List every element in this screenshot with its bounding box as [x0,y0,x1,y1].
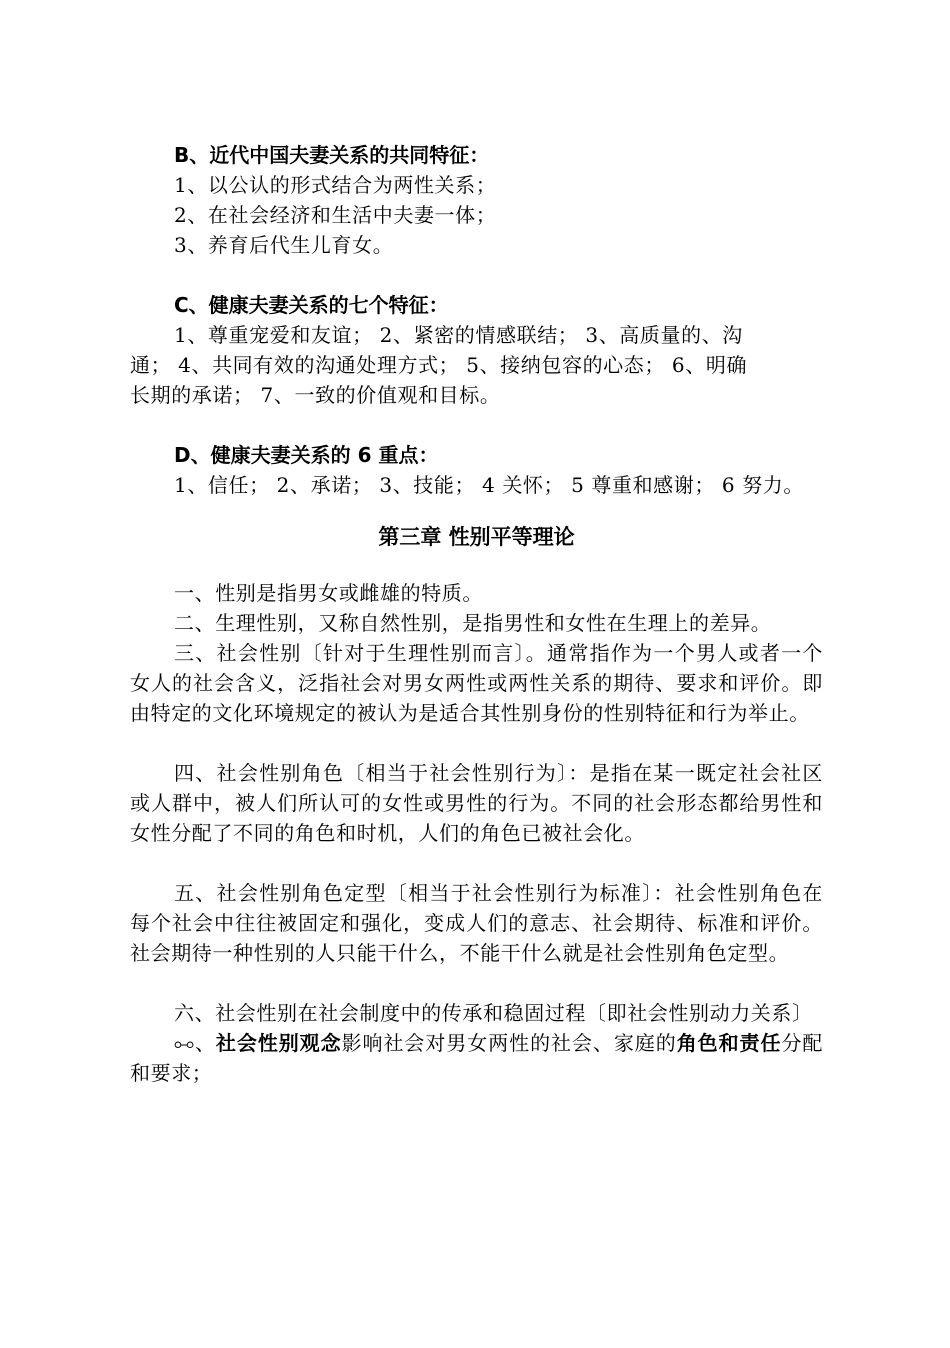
section-d-text: 1、信任； 2、承诺； 3、技能； 4 关怀； 5 尊重和感谢； 6 努力。 [174,473,805,497]
last-item-paragraph [130,1028,823,1088]
section-b [130,140,823,260]
paragraph-2: 二、生理性别，又称自然性别，是指男性和女性在生理上的差异。 [174,611,772,635]
roles-responsibilities-term: 角色和责任 [676,1031,782,1055]
paragraph-1: 一、性别是指男女或雌雄的特质。 [174,581,483,605]
paragraph-4: 四、社会性别角色〔相当于社会性别行为〕：是指在某一既定社会社区或人群中，被人们所认可的女性或男性的行为。不同的社会形态都给男性和女性分配了不同的角色和时机，人们的角色已被社会化。 [130,761,823,845]
last-item-text-1: 影响社会对男女两性的社会、家庭的 [341,1031,677,1055]
section-c-heading: C、健康夫妻关系的七个特征： [174,293,449,317]
section-b-item-2: 2、在社会经济和生活中夫妻一体； [174,203,497,227]
bullet-icon: ⧟ [174,1031,195,1055]
section-b-item-3: 3、养育后代生儿育女。 [174,233,394,257]
section-c-line-2: 通； 4、共同有效的沟通处理方式； 5、接纳包容的心态； 6、明确 [130,353,748,377]
section-d [130,440,823,500]
bullet-separator: 、 [194,1031,216,1055]
section-c [130,290,823,410]
paragraph-5: 五、社会性别角色定型〔相当于社会性别行为标准〕：社会性别角色在每个社会中往往被固定和强化，变成人们的意志、社会期待、标准和评价。社会期待一种性别的人只能干什么，不能干什么就是社会性别角色定型。 [130,881,823,965]
section-c-line-1: 1、尊重宠爱和友谊； 2、紧密的情感联结； 3、高质量的、沟 [174,323,743,347]
section-b-heading: B、近代中国夫妻关系的共同特征： [174,143,490,167]
chapter-title: 第三章 性别平等理论 [378,525,575,549]
section-d-heading: D、健康夫妻关系的 6 重点： [174,443,439,467]
document-page [130,140,823,1088]
last-item-text-2: 分配和要求； [130,1031,823,1085]
gender-concept-term: 社会性别观念 [215,1031,342,1055]
paragraph-6: 六、社会性别在社会制度中的传承和稳固过程〔即社会性别动力关系〕 [174,1001,813,1025]
section-b-item-1: 1、以公认的形式结合为两性关系； [174,173,497,197]
paragraph-3: 三、社会性别〔针对于生理性别而言〕。通常指作为一个男人或者一个女人的社会含义，泛指社会对男女两性或两性关系的期待、要求和评价。即由特定的文化环境规定的被认为是适合其性别身份的性别特征和行为举止。 [130,641,823,725]
section-c-line-3: 长期的承诺； 7、一致的价值观和目标。 [130,383,501,407]
